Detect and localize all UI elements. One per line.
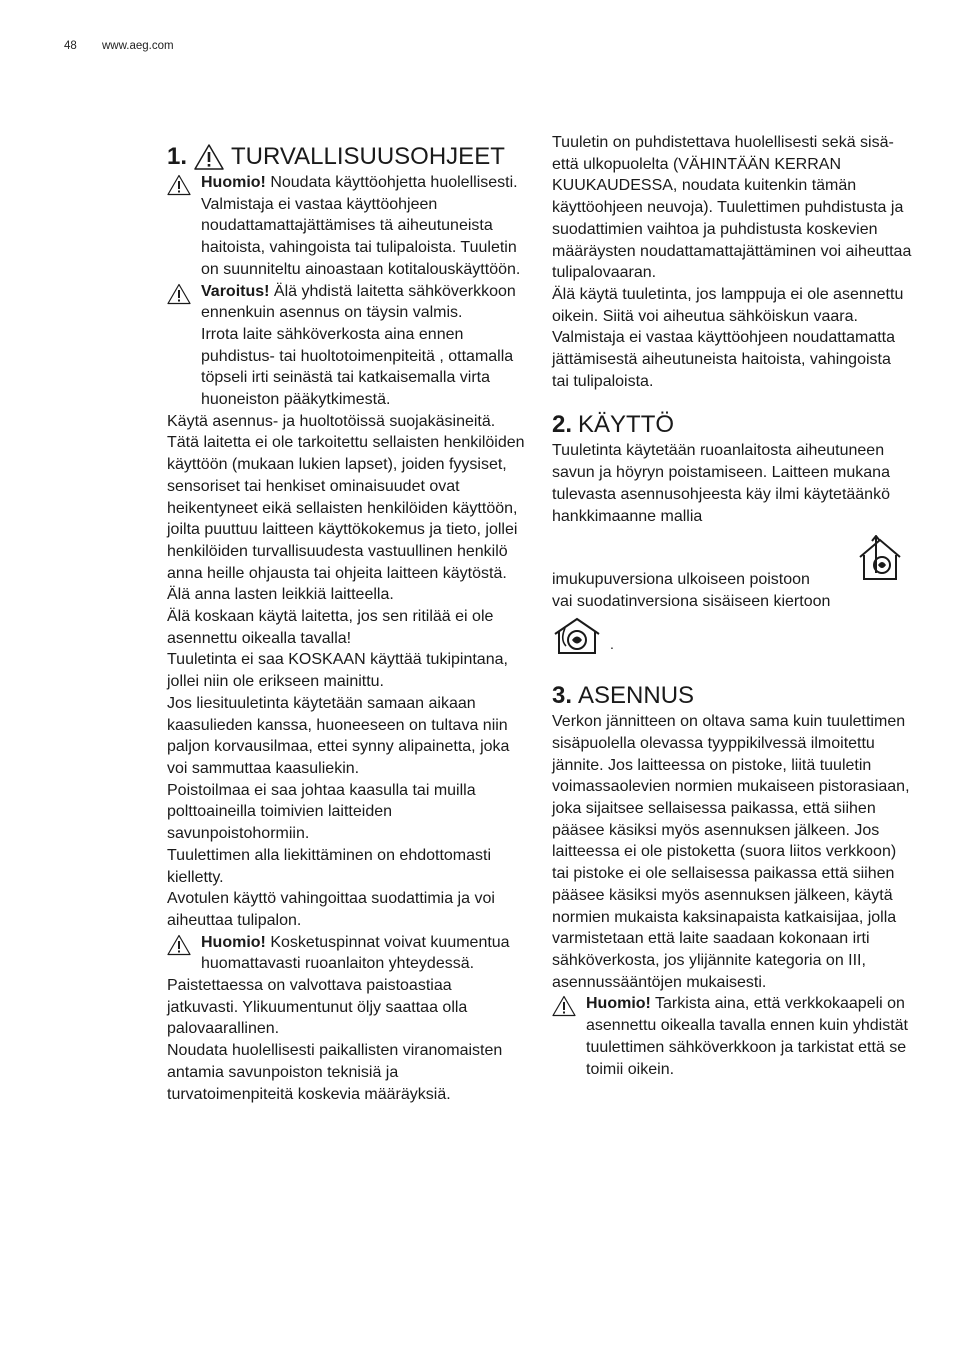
warning-text: Noudata käyttöohjetta huolellisesti. Valmistaja ei vastaa käyttöohjeen noudattamattajättämises tä aiheutuneista haitoista, vahingoista tai tulipaloista. Tuuletin on suunniteltu ainoastaan kotitalouskäyttöön. [201, 174, 521, 278]
paragraph: Tuuletinta käytetään ruoanlaitosta aiheutuneen savun ja höyryn poistamiseen. Laitteen mukana tulevasta asennusohjeesta käy ilmi käytetäänkö hankkimaanne mallia [552, 442, 890, 525]
paragraph: Tuulettimen alla liekittäminen on ehdottomasti kielletty. [167, 846, 492, 886]
warning-text: Irrota laite sähköverkosta aina ennen puhdistus- tai huoltotoimenpiteitä , ottamalla töpseli irti seinästä tai katkaisemalla virta huoneiston pääkytkimestä. [201, 325, 514, 409]
paragraph: Jos liesituuletinta käytetään samaan aikaan kaasulieden kanssa, huoneeseen on tultava niin paljon korvausilmaa, ettei synny alipainetta, joka voi sammuttaa kaasuliekin. [167, 694, 510, 777]
warning-triangle-icon [552, 995, 576, 1017]
section-2-heading [552, 410, 912, 440]
mode-icons-block [552, 527, 912, 613]
warning-triangle-icon [193, 143, 225, 171]
warning-text: Älä yhdistä laitetta sähköverkkoon ennenkuin asennus on täysin valmis. [201, 282, 516, 322]
paragraph: Avotulen käyttö vahingoittaa suodattimia ja voi aiheuttaa tulipalon. [167, 890, 495, 929]
paragraph: Verkon jännitteen on oltava sama kuin tuulettimen sisäpuolella olevassa tyyppikilvessä ilmoitettu jännite. Jos laitteessa on pistoke, liitä tuuletin voimassaolevien normien mukaiseen pistorasiaan, joka sijaitsee sellaisessa paikassa, että siihen pääsee käsiksi myös asennuksen jälkeen. Jos laitteessa ei ole pistoketta (suora liitos verkkoon) tai pistoke ei ole sellaisessa paikassa että siihen pääsee käsiksi myös asennuksen jälkeen, käytä normien mukaista kaksinapaista katkaisijaa, jolla varmistetaan että laite saadaan kokonaan irti sähköverkosta, jos ylijännite kategoria on III, asennussääntöjen mukaisesti. [552, 713, 910, 991]
extraction-mode-house-icon [856, 535, 904, 583]
paragraph: Tätä laitetta ei ole tarkoitettu sellaisten henkilöiden käyttöön (mukaan lukien lapset), joiden fyysiset, sensoriset tai henkiset ominaisuudet ovat heikentyneet eikä sellaisten henkilöiden käyttöön, joilta puuttuu laitteen käyttökokemus ja tieto, jollei henkilöiden turvallisuudesta vastuullinen henkilö anna heille ohjausta tai ohjeita laitteen käytöstä. [167, 434, 525, 582]
recirculation-row [552, 613, 912, 659]
section-1-number: 1. [167, 143, 188, 170]
page-header [64, 40, 174, 52]
paragraph: Poistoilmaa ei saa johtaa kaasulla tai muilla polttoaineilla toimivien laitteiden savunpoistohormiin. [167, 781, 476, 843]
paragraph: Tuuletin on puhdistettava huolellisesti sekä sisä- että ulkopuolelta (VÄHINTÄÄN KERRAN KUUKAUDESSA, noudata kuitenkin tämän käyttöohjeen neuvoja). Tuulettimen puhdistusta ja suodattimien vaihtoa ja puhdistusta koskevien määräysten noudattamattajättäminen voi aiheuttaa tulipalovaaran. [552, 134, 912, 282]
section-2-title: KÄYTTÖ [578, 411, 675, 439]
page-number: 48 [64, 40, 77, 52]
right-column [552, 132, 912, 1080]
warning-label: Huomio! [201, 933, 266, 951]
warning-note [167, 281, 527, 411]
warning-note [552, 993, 912, 1080]
paragraph: Älä koskaan käytä laitetta, jos sen ritilää ei ole asennettu oikealla tavalla! [167, 608, 494, 647]
punctuation: . [610, 636, 614, 653]
warning-note [167, 172, 527, 281]
warning-triangle-icon [167, 283, 191, 305]
paragraph: Tuuletinta ei saa KOSKAAN käyttää tukipintana, jollei niin ole erikseen mainittu. [167, 651, 508, 691]
paragraph: Älä käytä tuuletinta, jos lamppuja ei ole asennettu oikein. Siitä voi aiheutua sähköiskun vaara. [552, 285, 904, 325]
warning-label: Huomio! [586, 995, 651, 1013]
paragraph: Noudata huolellisesti paikallisten viranomaisten antamia savunpoiston teknisiä ja turvatoimenpiteitä koskevia määräyksiä. [167, 1042, 503, 1103]
mode-line: vai suodatinversiona sisäiseen kiertoon [552, 593, 831, 611]
warning-label: Huomio! [201, 174, 266, 191]
recirculation-mode-house-icon [552, 616, 602, 656]
warning-text: Kosketuspinnat voivat kuumentua huomattavasti ruoanlaiton yhteydessä. [201, 933, 510, 973]
warning-text: Tarkista aina, että verkkokaapeli on asennettu oikealla tavalla ennen kuin yhdistät tuulettimen sähköverkkoon ja tarkistat että se toimii oikein. [586, 995, 908, 1078]
mode-line: imukupuversiona ulkoiseen poistoon [552, 571, 810, 589]
section-2-number: 2. [552, 411, 573, 439]
section-3-number: 3. [552, 682, 573, 710]
paragraph: Valmistaja ei vastaa käyttöohjeen noudattamatta jättämisestä aiheutuneista haitoista, vahingoista tai tulipaloista. [552, 329, 896, 390]
website-url: www.aeg.com [102, 40, 174, 52]
section-3-title: ASENNUS [578, 682, 695, 710]
warning-triangle-icon [167, 934, 191, 956]
paragraph: Älä anna lasten leikkiä laitteella. [167, 586, 394, 604]
warning-note [167, 932, 527, 975]
section-1-title: TURVALLISUUSOHJEET [231, 143, 505, 170]
left-column [167, 132, 527, 1105]
paragraph: Käytä asennus- ja huoltotöissä suojakäsineitä. [167, 412, 496, 430]
section-3-heading [552, 681, 912, 711]
section-1-heading [167, 142, 527, 172]
warning-triangle-icon [167, 174, 191, 196]
warning-label: Varoitus! [201, 282, 270, 300]
paragraph: Paistettaessa on valvottava paistoastiaa jatkuvasti. Ylikuumentunut öljy saattaa olla palovaarallinen. [167, 977, 468, 1038]
